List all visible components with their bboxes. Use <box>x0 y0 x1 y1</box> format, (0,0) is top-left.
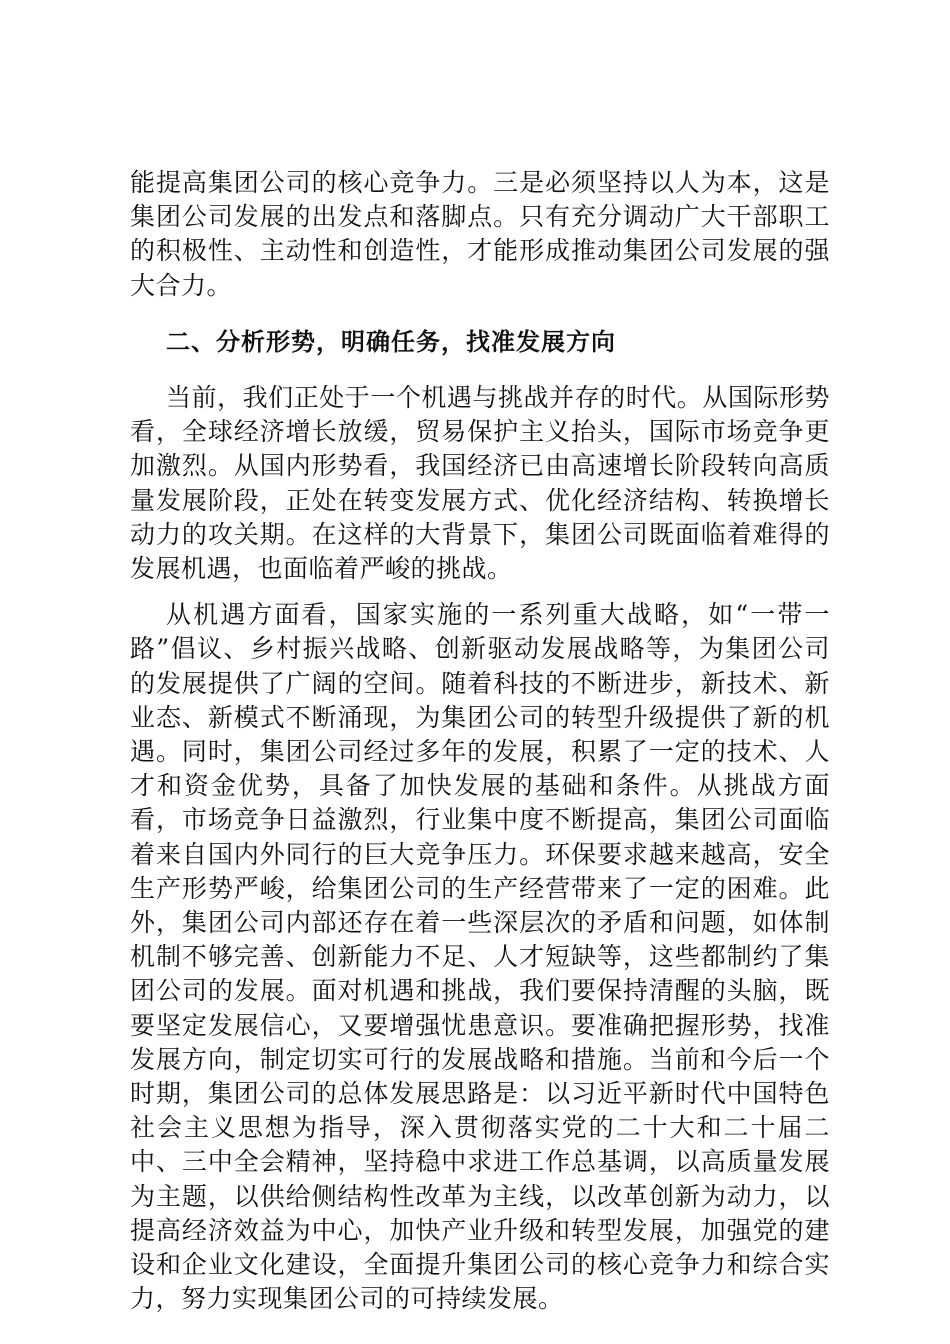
section-heading: 二、分析形势，明确任务，找准发展方向 <box>166 327 616 356</box>
document-body <box>130 166 830 1317</box>
paragraph-current-situation: 当前，我们正处于一个机遇与挑战并存的时代。从国际形势看，全球经济增长放缓，贸易保护主义抬头，国际市场竞争更加激烈。从国内形势看，我国经济已由高速增长阶段转向高质量发展阶段，正处在转变发展方式、优化经济结构、转换增长动力的攻关期。在这样的大背景下，集团公司既面临着难得的发展机遇，也面临着严峻的挑战。 <box>130 383 830 584</box>
paragraph-continuation: 能提高集团公司的核心竞争力。三是必须坚持以人为本，这是集团公司发展的出发点和落脚点。只有充分调动广大干部职工的积极性、主动性和创造性，才能形成推动集团公司发展的强大合力。 <box>130 168 830 300</box>
paragraph-opportunities-challenges: 从机遇方面看，国家实施的一系列重大战略，如“一带一路”倡议、乡村振兴战略、创新驱动发展战略等，为集团公司的发展提供了广阔的空间。随着科技的不断进步，新技术、新业态、新模式不断涌现，为集团公司的转型升级提供了新的机遇。同时，集团公司经过多年的发展，积累了一定的技术、人才和资金优势，具备了加快发展的基础和条件。从挑战方面看，市场竞争日益激烈，行业集中度不断提高，集团公司面临着来自国内外同行的巨大竞争压力。环保要求越来越高，安全生产形势严峻，给集团公司的生产经营带来了一定的困难。此外，集团公司内部还存在着一些深层次的矛盾和问题，如体制机制不够完善、创新能力不足、人才短缺等，这些都制约了集团公司的发展。面对机遇和挑战，我们要保持清醒的头脑，既要坚定发展信心，又要增强忧患意识。要准确把握形势，找准发展方向，制定切实可行的发展战略和措施。当前和今后一个时期，集团公司的总体发展思路是：以习近平新时代中国特色社会主义思想为指导，深入贯彻落实党的二十大和二十届二中、三中全会精神，坚持稳中求进工作总基调，以高质量发展为主题，以供给侧结构性改革为主线，以改革创新为动力，以提高经济效益为中心，加快产业升级和转型发展，加强党的建设和企业文化建设，全面提升集团公司的核心竞争力和综合实力，努力实现集团公司的可持续发展。 <box>130 600 830 1314</box>
